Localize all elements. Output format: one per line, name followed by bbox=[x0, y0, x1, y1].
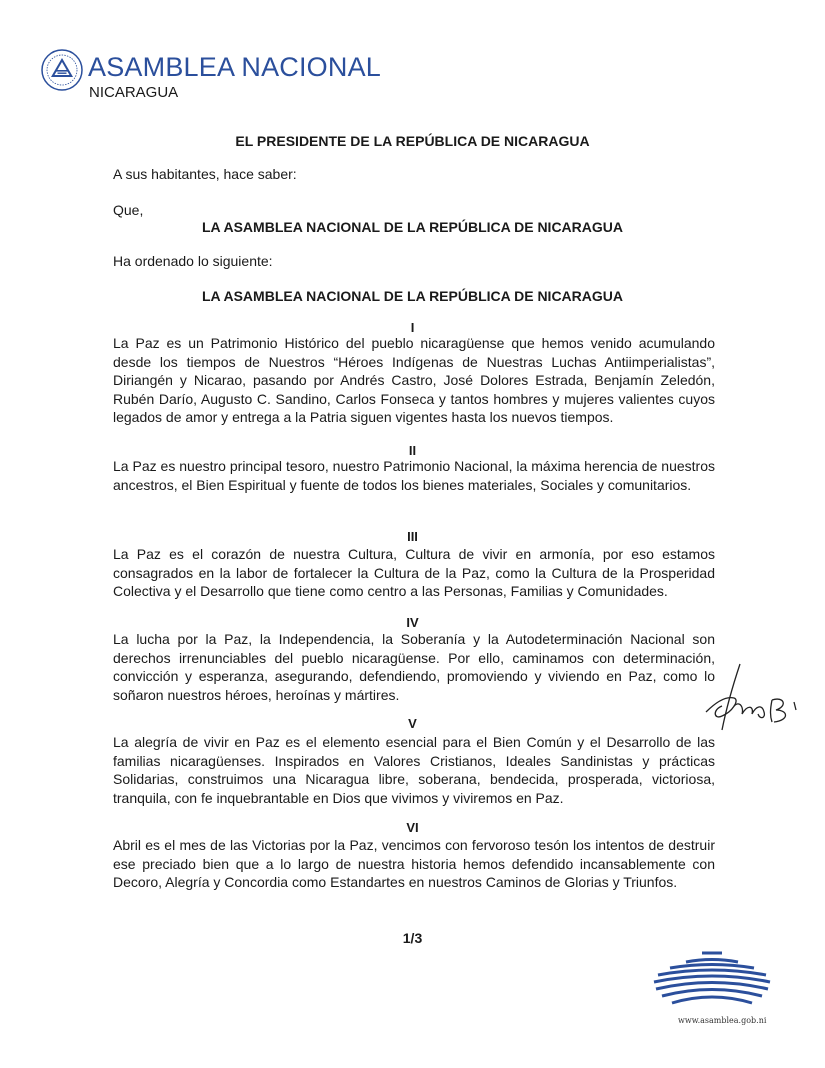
section-text: Abril es el mes de las Victorias por la Paz, vencimos con fervoroso tesón los intentos de destruir ese preciado bien que a lo largo de nuestra historia hemos defendido incansablemente con Decoro, Alegría y Concordia como Estandartes en nuestros Caminos de Glorias y Triunfos. bbox=[113, 837, 715, 891]
document-heading: EL PRESIDENTE DE LA REPÚBLICA DE NICARAGUA bbox=[235, 133, 590, 149]
section-numeral: VI bbox=[406, 820, 419, 835]
assembly-heading-2: LA ASAMBLEA NACIONAL DE LA REPÚBLICA DE NICARAGUA bbox=[201, 288, 624, 304]
org-name: ASAMBLEA NACIONAL bbox=[88, 52, 382, 82]
section-numeral: III bbox=[407, 529, 418, 544]
section-numeral: V bbox=[408, 716, 417, 731]
section-text: La Paz es un Patrimonio Histórico del pueblo nicaragüense que hemos venido acumulando desde los tiempos de Nuestros “Héroes Indígenas de Nuestras Luchas Antiimperialistas”, Diriangén y Nicarao, pasando por Andrés Castro, José Dolores Estrada, Benjamín Zeledón, Rubén Darío, Augusto C. Sandino, Carlos Fonseca y tantos hombres y mujeres valientes cuyos legados de amor y entrega a la Patria siguen vigentes hasta los nuevos tiempos. bbox=[113, 335, 715, 426]
org-country: NICARAGUA bbox=[89, 84, 179, 101]
section-text: La Paz es nuestro principal tesoro, nuestro Patrimonio Nacional, la máxima herencia de nuestros ancestros, el Bien Espiritual y fuente de todos los bienes materiales, Sociales y comunitarios. bbox=[113, 458, 715, 493]
assembly-heading-1: LA ASAMBLEA NACIONAL DE LA REPÚBLICA DE NICARAGUA bbox=[201, 219, 624, 235]
section-numeral: II bbox=[408, 443, 417, 458]
website-url: www.asamblea.gob.ni bbox=[678, 1016, 767, 1025]
section-text: La alegría de vivir en Paz es el elemento esencial para el Bien Común y el Desarrollo de las familias nicaragüenses. Inspirados en Valores Cristianos, Ideales Sandinistas y prácticas Solidarias, construimos una Nicaragua libre, soberana, bendecida, prosperada, victoriosa, tranquila, con fe inquebrantable en Dios que vivimos y viviremos en Paz. bbox=[113, 734, 715, 806]
section-text: La Paz es el corazón de nuestra Cultura, Cultura de vivir en armonía, por eso estamos consagrados en la labor de fortalecer la Cultura de la Paz, como la Cultura de la Prosperidad Colectiva y el Desarrollo que tiene como centro a las Personas, Familias y Comunidades. bbox=[113, 546, 715, 600]
section-numeral: I bbox=[410, 320, 415, 335]
handwritten-signature-icon bbox=[692, 660, 802, 736]
ordered-text: Ha ordenado lo siguiente: bbox=[113, 253, 273, 269]
national-assembly-seal-icon bbox=[40, 48, 84, 92]
page-number: 1/3 bbox=[402, 930, 423, 946]
que-text: Que, bbox=[113, 202, 144, 218]
section-text: La lucha por la Paz, la Independencia, la Soberanía y la Autodeterminación Nacional son derechos irrenunciables del pueblo nicaragüense. Por ello, caminamos con determinación, convicción y esperanza, asegurando, defendiendo, promoviendo y viviendo en Paz, como lo soñaron nuestros héroes, heroínas y mártires. bbox=[113, 631, 715, 703]
assembly-hemicycle-icon bbox=[648, 950, 776, 1010]
section-numeral: IV bbox=[406, 615, 419, 630]
greeting: A sus habitantes, hace saber: bbox=[113, 166, 297, 182]
